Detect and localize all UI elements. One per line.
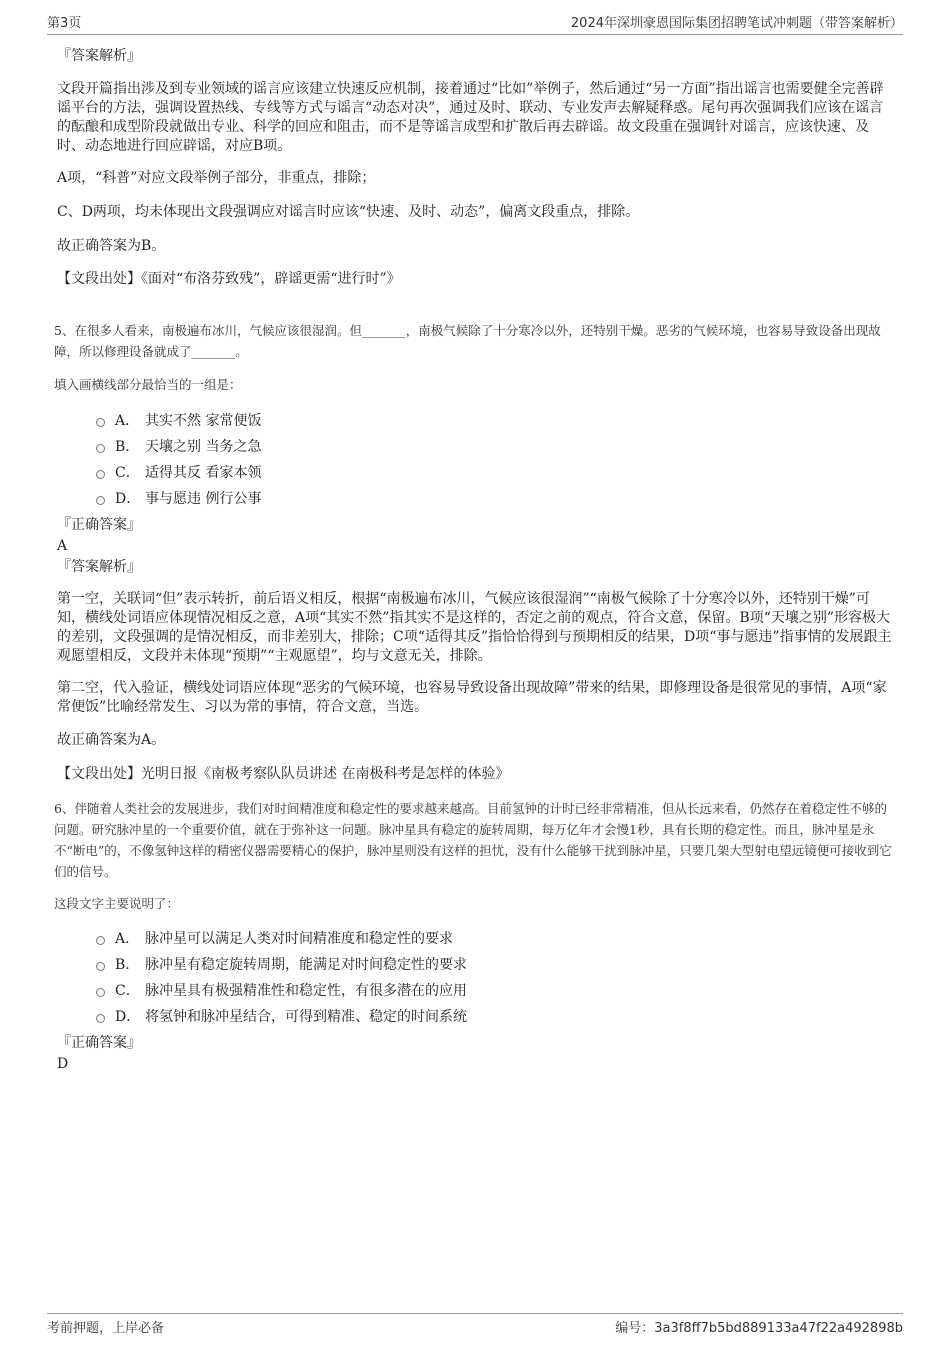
option-text: 事与愿违 例行公事 bbox=[145, 491, 262, 507]
page-number: 第3页 bbox=[47, 16, 82, 31]
q5-analysis-paragraph-2: 第二空，代入验证，横线处词语应体现“恶劣的气候环境，也容易导致设备出现故障”带来的结果，即修理设备是很常见的事情，A项“家常便饭”比喻经常发生、习以为常的事情，符合文意，当选。 bbox=[57, 680, 887, 715]
option-letter: C． bbox=[115, 983, 140, 999]
option-letter: D． bbox=[115, 1009, 141, 1025]
option-letter: A． bbox=[115, 413, 140, 429]
q5-option-b[interactable] bbox=[96, 433, 856, 459]
option-text: 将氢钟和脉冲星结合，可得到精准、稳定的时间系统 bbox=[145, 1009, 467, 1025]
radio-icon[interactable] bbox=[96, 444, 105, 453]
document-title: 2024年深圳豪恩国际集团招聘笔试冲刺题（带答案解析） bbox=[570, 16, 903, 31]
q4-conclusion: 故正确答案为B。 bbox=[57, 238, 166, 254]
option-letter: D． bbox=[115, 491, 141, 507]
option-text: 适得其反 看家本领 bbox=[145, 465, 262, 481]
option-letter: B． bbox=[115, 957, 140, 973]
option-letter: C． bbox=[115, 465, 140, 481]
option-letter: B． bbox=[115, 439, 140, 455]
radio-icon[interactable] bbox=[96, 936, 105, 945]
q4-analysis-paragraph-2: A项，“科普”对应文段举例子部分，非重点，排除； bbox=[57, 170, 376, 186]
option-letter: A． bbox=[115, 931, 140, 947]
q6-answer: D bbox=[57, 1056, 69, 1072]
option-text: 天壤之别 当务之急 bbox=[145, 439, 262, 455]
radio-icon[interactable] bbox=[96, 470, 105, 479]
page-header bbox=[47, 12, 903, 35]
page-footer bbox=[47, 1313, 903, 1337]
q6-option-d[interactable] bbox=[96, 1003, 856, 1029]
q6-options bbox=[96, 925, 856, 1029]
option-text: 脉冲星可以满足人类对时间精准度和稳定性的要求 bbox=[145, 931, 453, 947]
radio-icon[interactable] bbox=[96, 962, 105, 971]
q4-analysis-label: 『答案解析』 bbox=[57, 48, 141, 64]
radio-icon[interactable] bbox=[96, 496, 105, 505]
q5-stem: 5、在很多人看来，南极遍布冰川，气候应该很湿润。但_______，南极气候除了十分寒冷以外，还特别干燥。恶劣的气候环境，也容易导致设备出现故障，所以修理设备就成了_______。 bbox=[54, 323, 881, 359]
q5-analysis-label: 『答案解析』 bbox=[57, 559, 141, 575]
footer-slogan: 考前押题，上岸必备 bbox=[47, 1321, 165, 1336]
document-id: 编号：3a3f8ff7b5bd889133a47f22a492898b bbox=[615, 1321, 903, 1336]
radio-icon[interactable] bbox=[96, 418, 105, 427]
q4-source: 【文段出处】《面对“布洛芬致残”，辟谣更需“进行时”》 bbox=[57, 271, 401, 287]
q6-option-a[interactable] bbox=[96, 925, 856, 951]
q4-analysis-paragraph-3: C、D两项，均未体现出文段强调应对谣言时应该“快速、及时、动态”，偏离文段重点，排除。 bbox=[57, 204, 640, 220]
q5-option-a[interactable] bbox=[96, 407, 856, 433]
q5-option-d[interactable] bbox=[96, 485, 856, 511]
q6-prompt: 这段文字主要说明了： bbox=[54, 896, 180, 911]
q5-answer-label: 『正确答案』 bbox=[57, 517, 141, 533]
option-text: 脉冲星具有极强精准性和稳定性，有很多潜在的应用 bbox=[145, 983, 467, 999]
option-text: 脉冲星有稳定旋转周期，能满足对时间稳定性的要求 bbox=[145, 957, 467, 973]
q5-conclusion: 故正确答案为A。 bbox=[57, 732, 166, 748]
q5-answer: A bbox=[57, 538, 68, 554]
radio-icon[interactable] bbox=[96, 988, 105, 997]
q5-source: 【文段出处】光明日报《南极考察队队员讲述 在南极科考是怎样的体验》 bbox=[57, 766, 510, 782]
q5-options bbox=[96, 407, 856, 511]
q5-prompt: 填入画横线部分最恰当的一组是： bbox=[54, 377, 242, 392]
q6-stem: 6、伴随着人类社会的发展进步，我们对时间精准度和稳定性的要求越来越高。目前氢钟的计时已经非常精准，但从长远来看，仍然存在着稳定性不够的问题。研究脉冲星的一个重要价值，就在于弥补这一问题。脉冲星具有稳定的旋转周期，每万亿年才会慢1秒，具有长期的稳定性。而且，脉冲星是永不“断电”的，不像氢钟这样的精密仪器需要精心的保护，脉冲星则没有这样的担忧，没有什么能够干扰到脉冲星，只要几架大型射电望远镜便可接收到它们的信号。 bbox=[54, 801, 892, 879]
q6-answer-label: 『正确答案』 bbox=[57, 1035, 141, 1051]
q5-analysis-paragraph-1: 第一空，关联词“但”表示转折，前后语义相反，根据“南极遍布冰川，气候应该很湿润”“南极气候除了十分寒冷以外，还特别干燥”可知，横线处词语应体现情况相反之意，A项“其实不然”指其实不是这样的，否定之前的观点，符合文意，保留。B项“天壤之别”形容极大的差别，文段强调的是情况相反，而非差别大，排除；C项“适得其反”指恰恰得到与预期相反的结果，D项“事与愿违”指事情的发展跟主观愿望相反，文段并未体现“预期”“主观愿望”，均与文意无关，排除。 bbox=[57, 591, 892, 664]
option-text: 其实不然 家常便饭 bbox=[145, 413, 262, 429]
q6-option-c[interactable] bbox=[96, 977, 856, 1003]
q4-analysis-paragraph-1: 文段开篇指出涉及到专业领域的谣言应该建立快速反应机制，接着通过“比如”举例子，然后通过“另一方面”指出谣言也需要健全完善辟谣平台的方法，强调设置热线、专线等方式与谣言“动态对决”，通过及时、联动、专业发声去解疑释惑。尾句再次强调我们应该在谣言的酝酿和成型阶段就做出专业、科学的回应和阻击，而不是等谣言成型和扩散后再去辟谣。故文段重在强调针对谣言，应该快速、及时、动态地进行回应辟谣，对应B项。 bbox=[57, 81, 884, 154]
q6-option-b[interactable] bbox=[96, 951, 856, 977]
radio-icon[interactable] bbox=[96, 1014, 105, 1023]
q5-option-c[interactable] bbox=[96, 459, 856, 485]
